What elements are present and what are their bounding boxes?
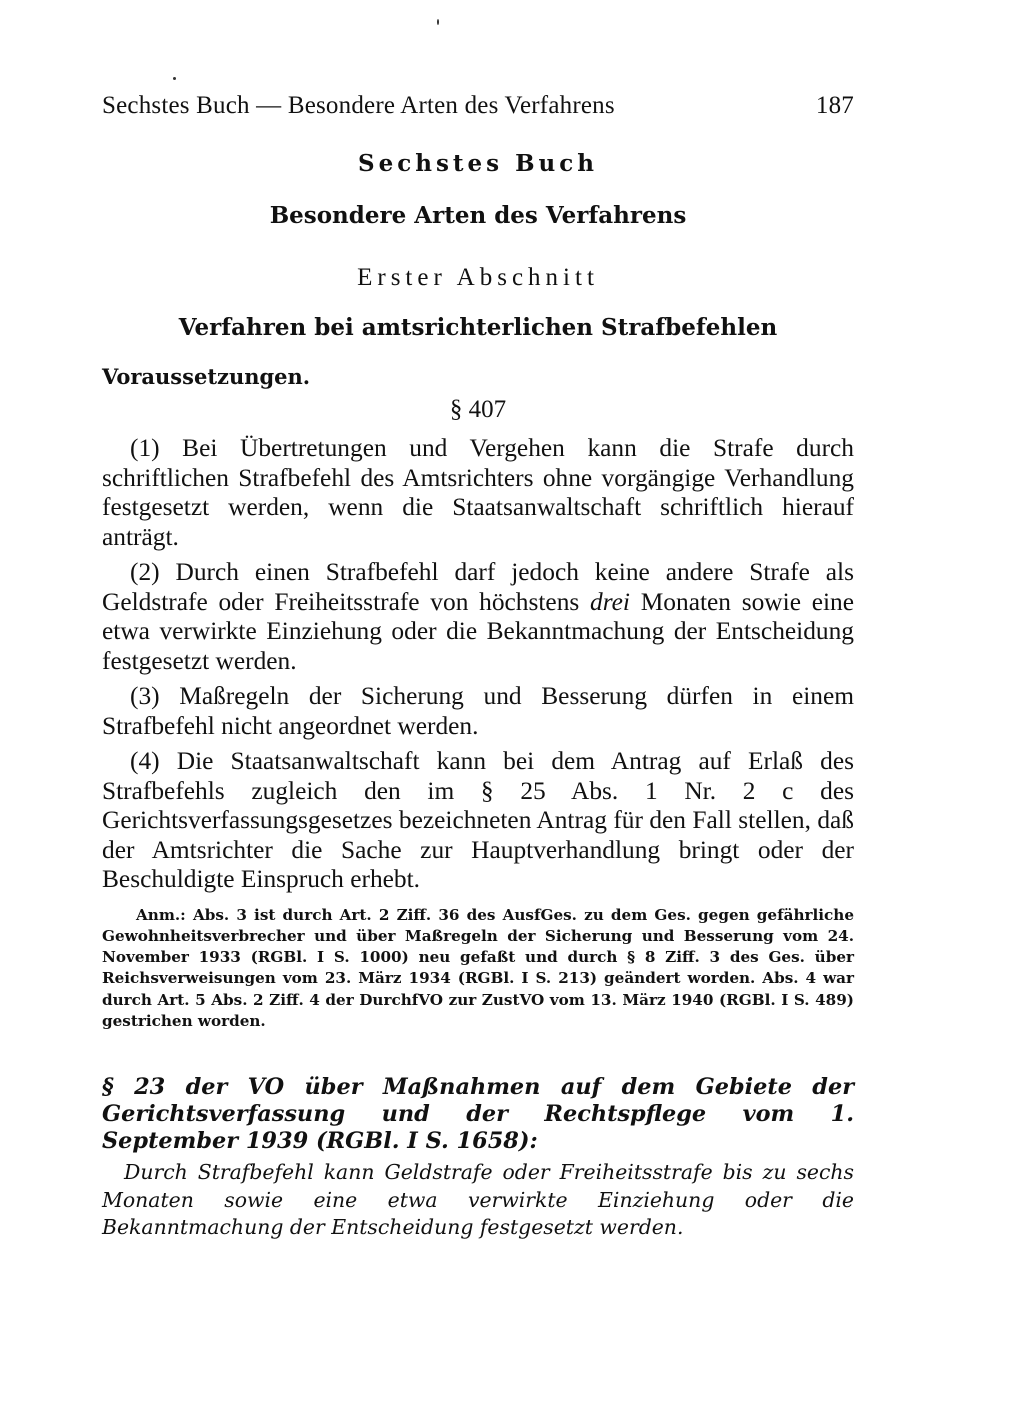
margin-heading: Voraussetzungen.	[102, 364, 311, 389]
paragraph-2-text-a: (2) Durch einen Strafbefehl darf jedoch keine andere Strafe als Geldstrafe oder Freiheitsstrafe von höchstens	[102, 558, 854, 616]
note-label: Anm.:	[136, 905, 186, 924]
print-speck	[173, 77, 176, 80]
paragraph-1: (1) Bei Übertretungen und Vergehen kann die Strafe durch schriftlichen Strafbefehl des Amtsrichters ohne vorgängige Verhandlung festgesetzt werden, wenn die Staatsanwaltschaft schriftlich hierauf anträgt.	[102, 434, 854, 551]
page-number: 187	[815, 92, 854, 119]
print-speck	[437, 19, 439, 25]
section-subtitle: Verfahren bei amtsrichterlichen Strafbefehlen	[178, 314, 778, 341]
paragraph-4: (4) Die Staatsanwaltschaft kann bei dem Antrag auf Erlaß des Strafbefehls zugleich den im § 25 Abs. 1 Nr. 2 c des Gerichtsverfassungsgesetzes bezeichneten Antrag für den Fall stellen, daß der Amtsrichter die Sache zur Hauptverhandlung bringt oder der Beschuldigte Einspruch erhebt.	[102, 747, 854, 893]
book-subtitle: Besondere Arten des Verfahrens	[269, 202, 687, 229]
ordinance-text: Durch Strafbefehl kann Geldstrafe oder Freiheitsstrafe bis zu sechs Monaten sowie eine etwa verwirkte Einziehung oder die Bekanntmachung der Entscheidung festgesetzt werden.	[102, 1160, 854, 1240]
ordinance-heading: § 23 der VO über Maßnahmen auf dem Gebiete der Gerichtsverfassung und der Rechtspflege vom 1. September 1939 (RGBl. I S. 1658):	[102, 1074, 854, 1155]
note-text: Abs. 3 ist durch Art. 2 Ziff. 36 des AusfGes. zu dem Ges. gegen gefährliche Gewohnheitsverbrecher und über Maßregeln der Sicherung und Besserung vom 24. November 1933 (RGBl. I S. 1000) neu gefaßt und durch § 8 Ziff. 3 des Ges. über Reichsverweisungen vom 23. März 1934 (RGBl. I S. 213) geändert worden. Abs. 4 war durch Art. 5 Abs. 2 Ziff. 4 der DurchfVO zur ZustVO vom 13. März 1940 (RGBl. I S. 489) gestrichen worden.	[102, 905, 854, 1030]
paragraph-2	[102, 558, 854, 676]
running-head	[102, 92, 854, 128]
paragraph-3: (3) Maßregeln der Sicherung und Besserung dürfen in einem Strafbefehl nicht angeordnet werden.	[102, 682, 854, 740]
paragraph-2-emphasis: drei	[590, 587, 630, 616]
book-title: Sechstes Buch	[357, 150, 599, 177]
document-page	[102, 92, 854, 1242]
paragraph-2-text-b: Monaten sowie eine etwa verwirkte Einziehung oder die Bekanntmachung der Entscheidung festgesetzt werden.	[102, 587, 854, 675]
paragraph-number: § 407	[449, 396, 507, 423]
running-title: Sechstes Buch — Besondere Arten des Verfahrens	[102, 92, 615, 119]
section-title: Erster Abschnitt	[357, 264, 599, 291]
annotation-note	[102, 905, 854, 1033]
